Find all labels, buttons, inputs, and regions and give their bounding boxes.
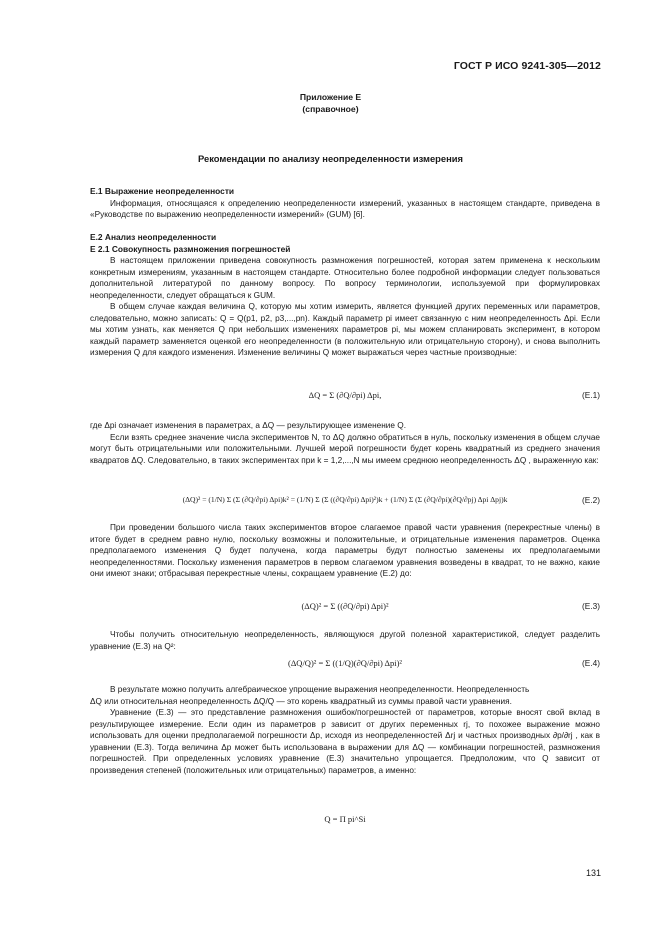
document-title: Рекомендации по анализу неопределенности измерения bbox=[197, 153, 464, 164]
equation-e2-formula: (ΔQ)² = (1/N) Σ (Σ (∂Q/∂pi) Δpi)k² = (1/N) Σ (Σ ((∂Q/∂pi) Δpi)²)k + (1/N) Σ (Σ (∂Q/∂pi)(∂Q/∂pj) Δpi Δpj)k bbox=[182, 495, 508, 504]
equation-e1-label: (Е.1) bbox=[582, 390, 600, 400]
equation-e3 bbox=[90, 593, 600, 623]
paragraph-intro: В настоящем приложении приведена совокупность размножения погрешностей, которая затем применена к нескольким конкретным измерениям, указанным в настоящем стандарте. Относительно более подробной информации следует пользоваться дополнительной литературой по данному вопросу. По вопросу терминологии, используемой при формулировках неопределенности, следует обращаться к GUM. bbox=[90, 256, 600, 300]
equation-e5-formula: Q = Π pi^Si bbox=[324, 814, 366, 824]
paragraph-propagation: Уравнение (Е.3) — это представление размножения ошибок/погрешностей от параметров, которые вносят свой вклад в результирующее измерение. Если один из параметров p зависит от других переменных rj, то похожее выражение можно использовать для оценки предполагаемой погрешности Δp, исходя из неопределенностей Δrj и частных производных ∂p/∂rj , как в уравнении (Е.3). Тогда величина Δp может быть использована в выражении для ΔQ — комбинации погрешностей, размножения погрешностей. При определенных условиях уравнение (Е.3) значительно упрощается. Предположим, что Q зависит от произведения степеней (положительных или отрицательных) параметров, а именно: bbox=[90, 708, 600, 775]
section-e2-cont2 bbox=[90, 522, 600, 580]
paragraph-cross-terms: При проведении большого числа таких экспериментов второе слагаемое правой части уравнения (перекрестные члены) в итоге будет в среднем равно нулю, поскольку возможны и положительные, и отрицательные изменения параметров. Оценка предполагаемого изменения Q будет получена, когда параметры будут полностью заменены их предполагаемыми неопределенностями. Поскольку изменения параметров в первом слагаемом уравнения возведены в квадрат, то не важно, какие они имеют знаки; отбрасывая перекрестные члены, сокращаем уравнение (Е.2) до: bbox=[90, 523, 600, 578]
paragraph-average: Если взять среднее значение числа экспериментов N, то ΔQ должно обратиться в нуль, поскольку изменения в общем случае могут быть отрицательными или положительными. Лучшей мерой погрешности будет корень квадратный из среднего значения квадратов ΔQ. Следовательно, в таких экспериментах при k = 1,2,...,N мы имеем среднюю неопределенность ΔQ , выраженную как: bbox=[90, 432, 600, 465]
equation-e3-formula: (ΔQ)² = Σ ((∂Q/∂pi) Δpi)² bbox=[301, 601, 389, 611]
section-e2 bbox=[90, 232, 600, 359]
paragraph-simplification: В результате можно получить алгебраическое упрощение выражения неопределенности. Неопределенность bbox=[110, 685, 530, 694]
page-number: 131 bbox=[585, 868, 601, 878]
equation-e3-label: (Е.3) bbox=[582, 601, 600, 611]
equation-e4-formula: (ΔQ/Q)² = Σ ((1/Q)(∂Q/∂pi) Δpi)² bbox=[288, 658, 402, 668]
equation-e5 bbox=[90, 806, 600, 836]
section-e1 bbox=[90, 186, 600, 221]
section-e2-cont1 bbox=[90, 420, 600, 466]
paragraph-relative: Чтобы получить относительную неопределенность, являющуюся другой полезной характеристикой, следует разделить уравнение (Е.3) на Q²: bbox=[90, 630, 600, 651]
section-e2-cont3 bbox=[90, 629, 600, 652]
equation-e4 bbox=[90, 650, 600, 680]
section-e2-heading: Е.2 Анализ неопределенности bbox=[90, 232, 217, 242]
equation-e1 bbox=[90, 382, 600, 412]
equation-e1-formula: ΔQ = Σ (∂Q/∂pi) Δpi, bbox=[308, 390, 382, 400]
section-e1-paragraph: Информация, относящаяся к определению неопределенности измерений, указанных в настоящем стандарте, приведена в «Руководстве по выражению неопределенности измерений» (GUM) [6]. bbox=[90, 198, 600, 219]
paragraph-simplification-cont: ΔQ или относительная неопределенность ΔQ/Q — это корень квадратный из суммы правой части уравнения. bbox=[90, 696, 512, 706]
appendix-title: Приложение Е bbox=[299, 92, 362, 102]
equation-e2-label: (Е.2) bbox=[582, 495, 600, 505]
equation-e4-label: (Е.4) bbox=[582, 658, 600, 668]
paragraph-where: где Δpi означает изменения в параметрах, а ΔQ — результирующее изменение Q. bbox=[90, 421, 406, 430]
appendix-heading bbox=[0, 92, 661, 115]
section-e2-cont4 bbox=[90, 684, 600, 776]
appendix-subtitle: (справочное) bbox=[302, 103, 359, 114]
section-e1-heading: Е.1 Выражение неопределенности bbox=[90, 186, 235, 196]
equation-e2 bbox=[90, 487, 600, 517]
section-e21-heading: Е 2.1 Совокупность размножения погрешностей bbox=[90, 243, 291, 254]
standard-number: ГОСТ Р ИСО 9241-305—2012 bbox=[453, 60, 601, 72]
paragraph-general-case: В общем случае каждая величина Q, которую мы хотим измерить, является функцией других переменных или параметров, следовательно, можно записать: Q = Q(p1, p2, p3,...,pn). Каждый параметр pi имеет связанную с ним неопределенность Δpi. Если мы хотим узнать, как меняется Q при небольших изменениях параметров pi, мы можем спланировать эксперимент, в котором каждый параметр заменяется оценкой его неопределенности (в положительную или отрицательную сторону), и снова выполнить измерения Q для каждого изменения. Изменение величины Q может выражаться через частные производные: bbox=[90, 302, 600, 357]
